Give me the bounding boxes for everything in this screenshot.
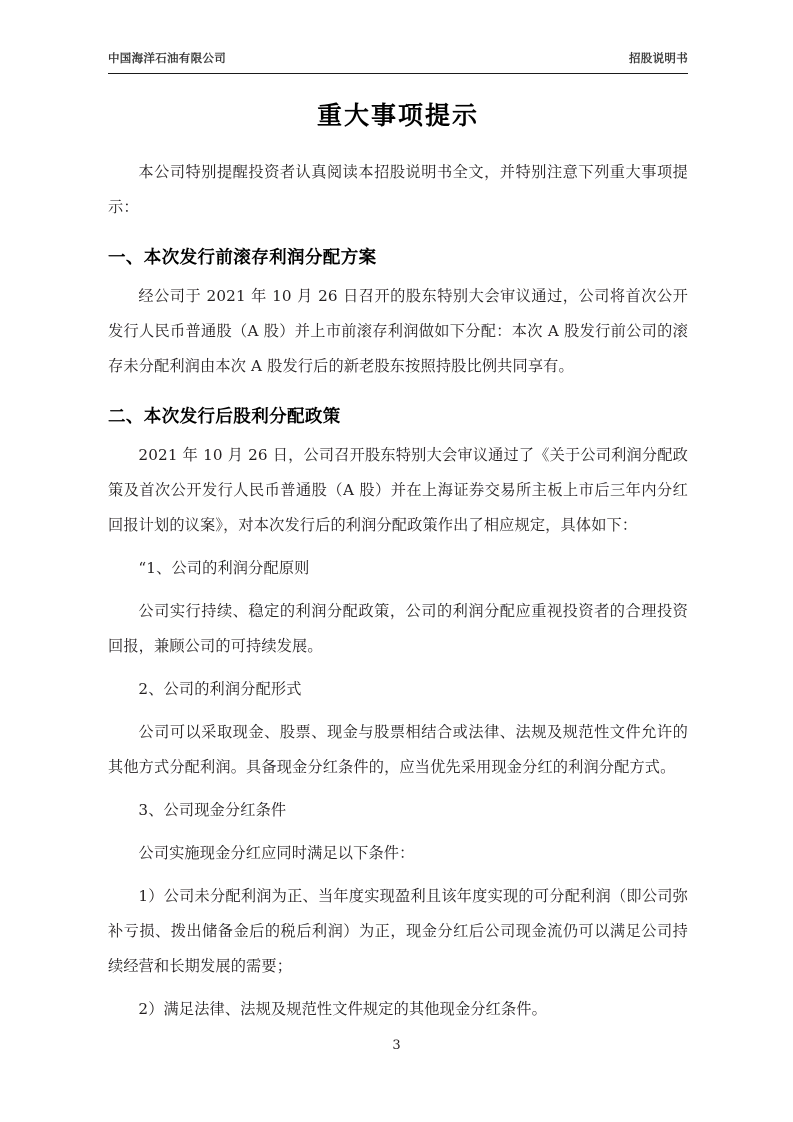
page-footer (0, 1038, 793, 1053)
section-heading-two: 二、本次发行后股利分配政策 (108, 406, 341, 427)
item-three-lead: 公司实施现金分红应同时满足以下条件： (138, 844, 415, 862)
item-three-point-two: 2）满足法律、法规及规范性文件规定的其他现金分红条件。 (138, 1000, 547, 1018)
running-header (108, 50, 688, 66)
item-three-point-one: 1）公司未分配利润为正、当年度实现盈利且该年度实现的可分配利润（即公司弥补亏损、拨出储备金后的税后利润）为正，现金分红后公司现金流仍可以满足公司持续经营和长期发展的需要； (108, 887, 688, 975)
section-one-paragraph: 经公司于 2021 年 10 月 26 日召开的股东特别大会审议通过，公司将首次公开发行人民币普通股（A 股）并上市前滚存利润做如下分配：本次 A 股发行前公司的滚存未分配利润由本次 A 股发行后的新老股东按照持股比例共同享有。 (108, 286, 688, 375)
header-document-type: 招股说明书 (629, 51, 688, 65)
section-two-paragraph: 2021 年 10 月 26 日，公司召开股东特别大会审议通过了《关于公司利润分配政策及首次公开发行人民币普通股（A 股）并在上海证券交易所主板上市后三年内分红回报计划的议案》，对本次发行后的利润分配政策作出了相应规定，具体如下： (108, 446, 688, 534)
item-three-heading: 3、公司现金分红条件 (138, 801, 287, 819)
intro-paragraph: 本公司特别提醒投资者认真阅读本招股说明书全文，并特别注意下列重大事项提示： (108, 162, 688, 216)
header-company-name: 中国海洋石油有限公司 (108, 51, 226, 65)
page-title: 重大事项提示 (316, 101, 479, 130)
item-two-paragraph: 公司可以采取现金、股票、现金与股票相结合或法律、法规及规范性文件允许的其他方式分配利润。具备现金分红条件的，应当优先采用现金分红的利润分配方式。 (108, 723, 688, 776)
document-content (108, 92, 688, 1035)
item-one-heading: “1、公司的利润分配原则 (138, 559, 310, 577)
item-one-paragraph: 公司实行持续、稳定的利润分配政策，公司的利润分配应重视投资者的合理投资回报，兼顾公司的可持续发展。 (108, 602, 688, 655)
header-divider-rule (108, 73, 688, 74)
page-number: 3 (392, 1038, 401, 1053)
item-two-heading: 2、公司的利润分配形式 (138, 680, 302, 698)
section-heading-one: 一、本次发行前滚存利润分配方案 (108, 247, 377, 268)
